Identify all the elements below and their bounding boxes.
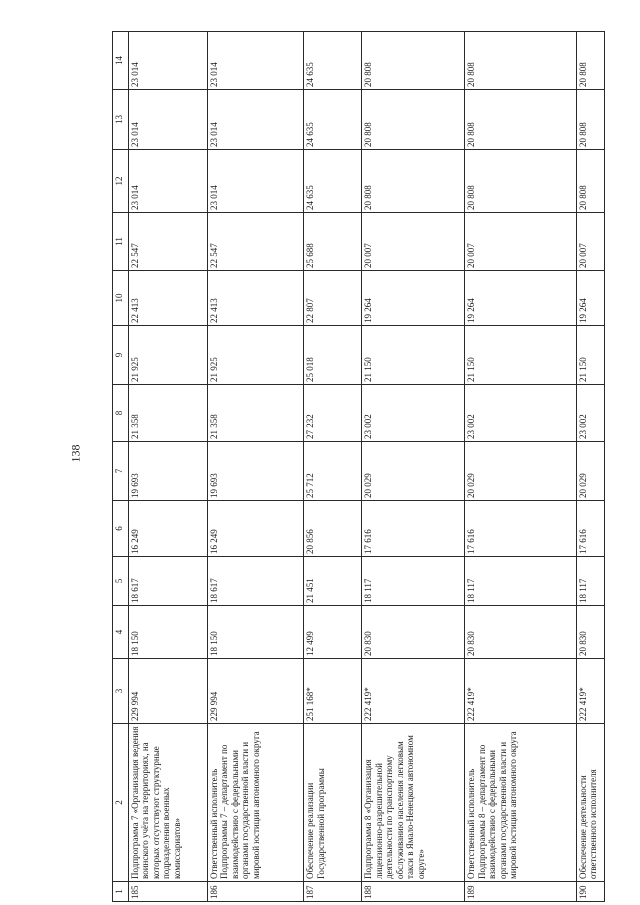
amount-cell: 25 018	[304, 326, 362, 385]
item-name-cell: Ответственный исполнитель Подпрограммы 7 – департамент по взаимодействию с федеральными органами государственной власти и мировой юстиции автономного округа	[207, 724, 304, 882]
amount-cell: 20 856	[304, 501, 362, 557]
item-name-cell: Подпрограмма 8 «Организация лицензионно-разрешительной деятельности по транспортному обслуживанию населения легковым такси в Ямало-Ненецком автономном округе»	[362, 724, 465, 882]
amount-cell: 222 419*	[576, 659, 604, 724]
amount-cell: 24 635	[304, 90, 362, 150]
amount-cell: 22 547	[207, 213, 304, 271]
table-row	[207, 32, 304, 902]
amount-cell: 21 150	[465, 326, 576, 385]
amount-cell: 20 007	[576, 213, 604, 271]
amount-cell: 19 693	[207, 442, 304, 501]
amount-cell: 22 413	[128, 271, 207, 326]
amount-cell: 20 808	[465, 32, 576, 90]
amount-cell: 251 168*	[304, 659, 362, 724]
amount-cell: 20 808	[362, 150, 465, 213]
amount-cell: 20 808	[362, 90, 465, 150]
amount-cell: 22 547	[128, 213, 207, 271]
header-cell: 12	[113, 150, 129, 213]
amount-cell: 23 002	[465, 385, 576, 442]
amount-cell: 21 925	[207, 326, 304, 385]
amount-cell: 18 617	[207, 557, 304, 606]
amount-cell: 19 264	[362, 271, 465, 326]
amount-cell: 222 419*	[362, 659, 465, 724]
amount-cell: 19 693	[128, 442, 207, 501]
table-row	[576, 32, 604, 902]
amount-cell: 22 413	[207, 271, 304, 326]
amount-cell: 24 635	[304, 150, 362, 213]
amount-cell: 20 808	[576, 32, 604, 90]
table-row	[465, 32, 576, 902]
amount-cell: 20 029	[576, 442, 604, 501]
amount-cell: 23 014	[128, 32, 207, 90]
amount-cell: 229 994	[128, 659, 207, 724]
amount-cell: 20 808	[465, 150, 576, 213]
header-cell: 9	[113, 326, 129, 385]
amount-cell: 229 994	[207, 659, 304, 724]
amount-cell: 23 014	[207, 32, 304, 90]
header-cell: 4	[113, 606, 129, 659]
header-cell: 5	[113, 557, 129, 606]
rotated-page-content	[112, 32, 605, 902]
header-cell: 13	[113, 90, 129, 150]
budget-table	[112, 31, 605, 902]
amount-cell: 19 264	[465, 271, 576, 326]
row-number-cell: 185	[128, 882, 207, 902]
row-number-cell: 190	[576, 882, 604, 902]
amount-cell: 22 807	[304, 271, 362, 326]
amount-cell: 23 014	[128, 150, 207, 213]
amount-cell: 25 712	[304, 442, 362, 501]
table-row	[304, 32, 362, 902]
amount-cell: 21 358	[207, 385, 304, 442]
header-cell: 6	[113, 501, 129, 557]
row-number-cell: 189	[465, 882, 576, 902]
amount-cell: 23 002	[362, 385, 465, 442]
row-number-cell: 188	[362, 882, 465, 902]
amount-cell: 18 150	[207, 606, 304, 659]
amount-cell: 23 002	[576, 385, 604, 442]
item-name-cell: Обеспечение деятельности ответственного исполнителя	[576, 724, 604, 882]
amount-cell: 20 029	[362, 442, 465, 501]
amount-cell: 20 808	[465, 90, 576, 150]
amount-cell: 20 830	[362, 606, 465, 659]
amount-cell: 21 150	[362, 326, 465, 385]
amount-cell: 19 264	[576, 271, 604, 326]
amount-cell: 18 117	[576, 557, 604, 606]
amount-cell: 23 014	[207, 150, 304, 213]
amount-cell: 20 808	[362, 32, 465, 90]
amount-cell: 23 014	[128, 90, 207, 150]
table-header-row	[113, 32, 129, 902]
item-name-cell: Подпрограмма 7 «Организация ведения воинского учёта на территориях, на которых отсутствуют структурные подразделения военных комиссариатов»	[128, 724, 207, 882]
amount-cell: 27 232	[304, 385, 362, 442]
amount-cell: 20 029	[465, 442, 576, 501]
amount-cell: 21 451	[304, 557, 362, 606]
amount-cell: 12 499	[304, 606, 362, 659]
item-name-cell: Ответственный исполнитель Подпрограммы 8 – департамент по взаимодействию с федеральными органами государственной власти и мировой юстиции автономного округа	[465, 724, 576, 882]
header-cell: 14	[113, 32, 129, 90]
amount-cell: 20 830	[465, 606, 576, 659]
amount-cell: 21 150	[576, 326, 604, 385]
amount-cell: 20 007	[362, 213, 465, 271]
header-cell: 1	[113, 882, 129, 902]
amount-cell: 18 117	[465, 557, 576, 606]
amount-cell: 17 616	[576, 501, 604, 557]
amount-cell: 21 358	[128, 385, 207, 442]
row-number-cell: 186	[207, 882, 304, 902]
amount-cell: 20 808	[576, 150, 604, 213]
item-name-cell: Обеспечение реализации Государственной программы	[304, 724, 362, 882]
amount-cell: 17 616	[362, 501, 465, 557]
amount-cell: 16 249	[128, 501, 207, 557]
amount-cell: 20 830	[576, 606, 604, 659]
amount-cell: 18 117	[362, 557, 465, 606]
amount-cell: 222 419*	[465, 659, 576, 724]
row-number-cell: 187	[304, 882, 362, 902]
page-number: 138	[68, 444, 83, 463]
amount-cell: 24 635	[304, 32, 362, 90]
amount-cell: 18 150	[128, 606, 207, 659]
table-row	[128, 32, 207, 902]
header-cell: 2	[113, 724, 129, 882]
amount-cell: 21 925	[128, 326, 207, 385]
header-cell: 10	[113, 271, 129, 326]
header-cell: 7	[113, 442, 129, 501]
table-row	[362, 32, 465, 902]
header-cell: 11	[113, 213, 129, 271]
amount-cell: 17 616	[465, 501, 576, 557]
amount-cell: 18 617	[128, 557, 207, 606]
amount-cell: 23 014	[207, 90, 304, 150]
amount-cell: 20 808	[576, 90, 604, 150]
amount-cell: 16 249	[207, 501, 304, 557]
amount-cell: 25 688	[304, 213, 362, 271]
header-cell: 8	[113, 385, 129, 442]
header-cell: 3	[113, 659, 129, 724]
amount-cell: 20 007	[465, 213, 576, 271]
